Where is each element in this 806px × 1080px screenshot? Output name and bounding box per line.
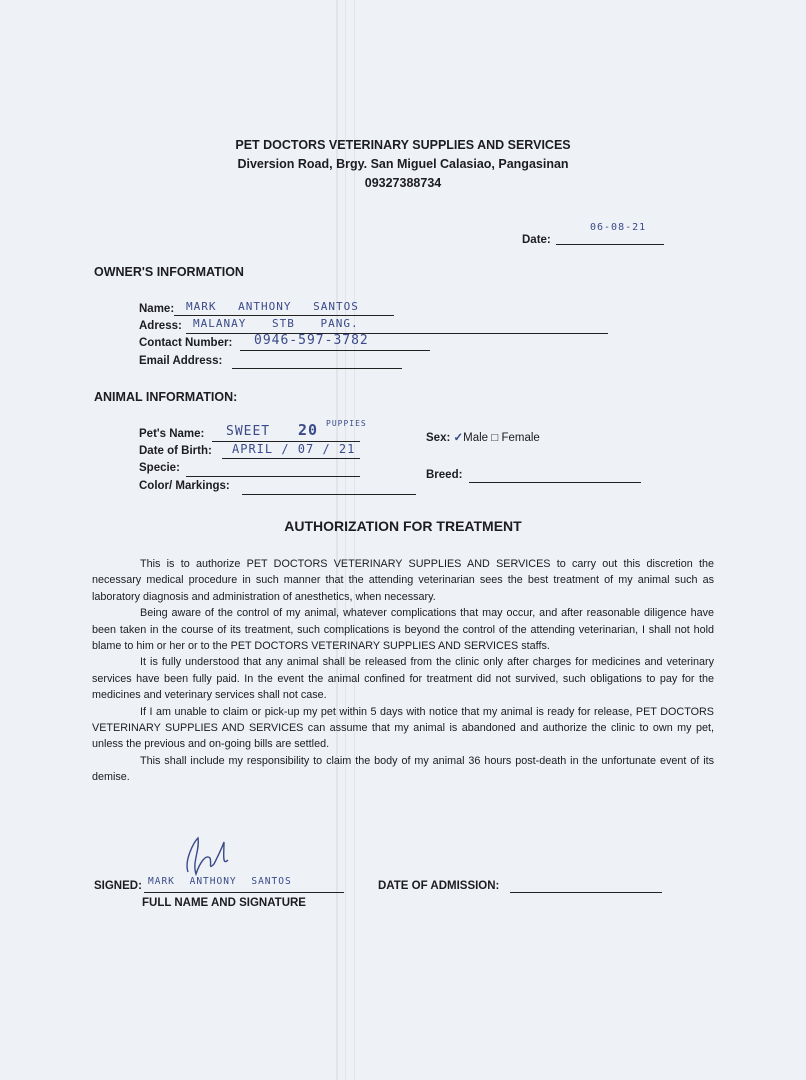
- specie-line[interactable]: [186, 476, 360, 477]
- pet-name-value[interactable]: SWEET: [226, 424, 271, 439]
- sex-male-label: Male: [463, 432, 489, 444]
- owner-address-value[interactable]: MALANAY STB PANG.: [193, 317, 359, 330]
- authorization-paragraph: It is fully understood that any animal shall be released from the clinic only after charges for medicines and veterinary services have been fully paid. In the event the animal confined for treatment did not survived, such obligations to pay for the medicines and veterinary services shall not case.: [92, 656, 714, 702]
- company-name: PET DOCTORS VETERINARY SUPPLIES AND SERVICES: [235, 138, 571, 152]
- animal-section-title: ANIMAL INFORMATION:: [94, 390, 238, 404]
- admission-label: DATE OF ADMISSION:: [378, 880, 500, 892]
- sex-male-checkbox[interactable]: ✓: [453, 432, 464, 444]
- breed-line[interactable]: [469, 482, 641, 483]
- admission-line[interactable]: [510, 892, 662, 893]
- sex-female-label: Female: [501, 432, 540, 444]
- date-label: Date:: [522, 234, 551, 246]
- authorization-paragraph: If I am unable to claim or pick-up my pet within 5 days with notice that my animal is ready for release, PET DOCTORS VETERINARY SUPPLIES AND SERVICES can assume that my animal is abandoned and authorize the clinic to own my pet, unless the previous and on-going bills are settled.: [92, 705, 714, 751]
- signature-caption: FULL NAME AND SIGNATURE: [142, 897, 306, 909]
- dob-label: Date of Birth:: [139, 445, 212, 457]
- owner-address-line: [186, 333, 608, 334]
- owner-contact-line: [240, 350, 430, 351]
- dob-value[interactable]: APRIL / 07 / 21: [232, 442, 356, 456]
- owner-email-line[interactable]: [232, 368, 402, 369]
- owner-name-label: Name:: [139, 303, 175, 315]
- dob-line: [222, 458, 360, 459]
- sex-female-checkbox[interactable]: □: [491, 432, 499, 444]
- signed-line: [144, 892, 344, 893]
- authorization-paragraph: This shall include my responsibility to claim the body of my animal 36 hours post-death in the unfortunate event of its demise.: [92, 754, 714, 784]
- signed-label: SIGNED:: [94, 880, 142, 892]
- owner-address-label: Adress:: [139, 320, 182, 332]
- signature-scribble: [176, 832, 246, 882]
- pet-name-count: 20: [298, 421, 319, 439]
- pet-name-note: PUPPIES: [326, 419, 367, 428]
- owner-contact-label: Contact Number:: [139, 337, 233, 349]
- authorization-body: [92, 556, 714, 786]
- signed-value[interactable]: MARK ANTHONY SANTOS: [148, 876, 292, 887]
- authorization-paragraph: This is to authorize PET DOCTORS VETERINARY SUPPLIES AND SERVICES to carry out this discretion the necessary medical procedure in such manner that the attending veterinarian sees the best treatment of my animal such as laboratory diagnosis and administration of anesthetics, when necessary.: [92, 558, 714, 603]
- owner-name-value[interactable]: MARK ANTHONY SANTOS: [186, 300, 359, 313]
- sex-label: Sex:: [426, 432, 451, 444]
- specie-label: Specie:: [139, 462, 180, 474]
- owner-name-line: [174, 315, 394, 316]
- date-value[interactable]: 06-08-21: [590, 222, 647, 233]
- pet-name-label: Pet's Name:: [139, 428, 205, 440]
- color-label: Color/ Markings:: [139, 480, 230, 492]
- company-phone: 09327388734: [364, 176, 442, 190]
- owner-contact-value[interactable]: 0946-597-3782: [254, 333, 369, 348]
- color-line[interactable]: [242, 494, 416, 495]
- owner-email-label: Email Address:: [139, 355, 223, 367]
- breed-label: Breed:: [426, 469, 463, 481]
- date-line: [556, 244, 664, 245]
- sex-field: [426, 430, 540, 444]
- authorization-paragraph: Being aware of the control of my animal, whatever complications that may occur, and after reasonable diligence have been taken in the course of its treatment, such complications is beyond the control of the attending veterinarian, I shall not hold blame to him or her or to the PET DOCTORS VETERINARY SUPPLIES AND SERVICES staffs.: [92, 607, 714, 653]
- company-address: Diversion Road, Brgy. San Miguel Calasiao, Pangasinan: [237, 157, 569, 171]
- document-header: [0, 136, 806, 193]
- authorization-title: AUTHORIZATION FOR TREATMENT: [284, 518, 522, 534]
- owner-section-title: OWNER'S INFORMATION: [94, 265, 244, 279]
